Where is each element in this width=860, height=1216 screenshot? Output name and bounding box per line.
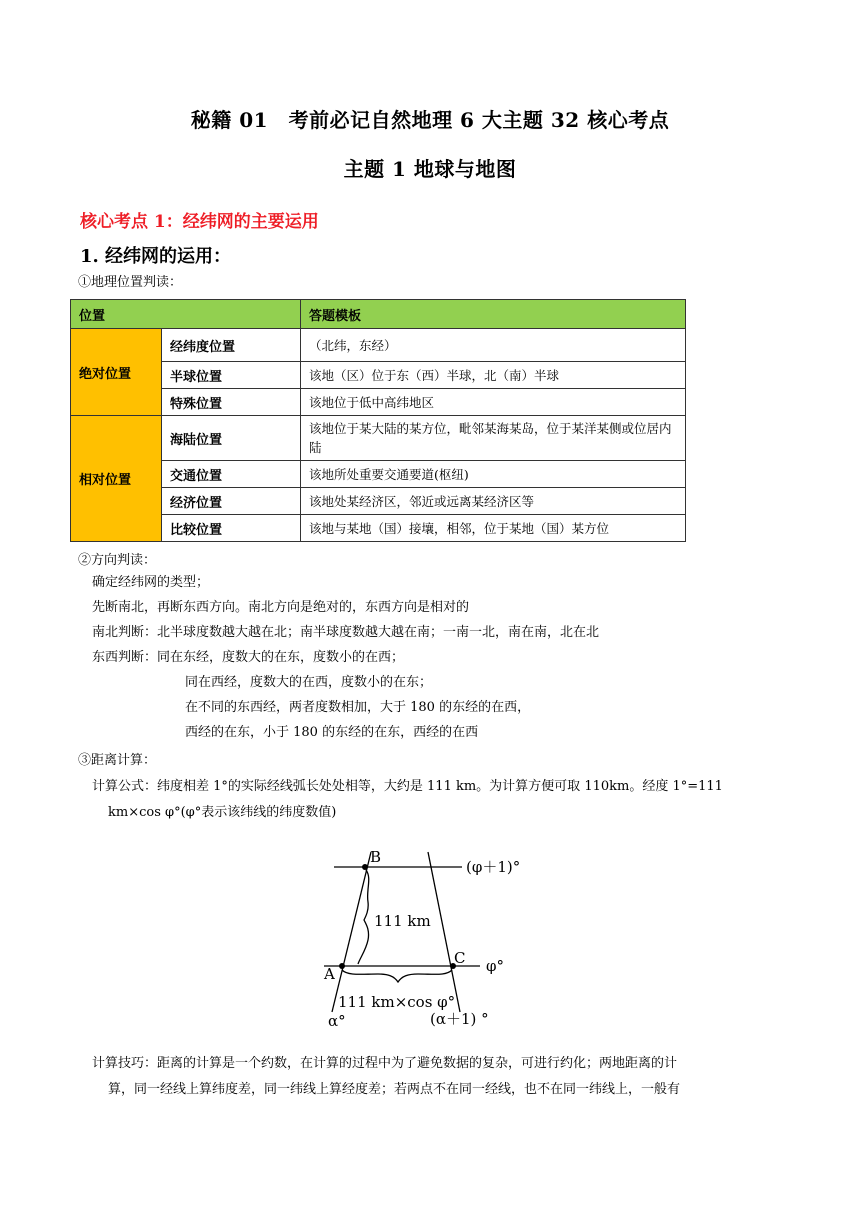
- direction-line: 东西判断：同在东经，度数大的在东，度数小的在西；: [92, 650, 405, 665]
- row-name: 半球位置: [162, 362, 301, 389]
- meridian-left-line: [332, 852, 371, 1012]
- ew-line: 在不同的东西经，两者度数相加，大于 180 的东经的在西，: [185, 700, 531, 715]
- formula-line: 计算公式：纬度相差 1°的实际经线弧长处处相等，大约是 111 km。为计算方便可取 110km。经度 1°=111: [92, 779, 723, 794]
- document-title: 秘籍 01 考前必记自然地理 6 大主题 32 核心考点: [190, 108, 670, 132]
- table-row: [71, 389, 686, 416]
- label-b: B: [370, 848, 382, 866]
- label-c: C: [454, 949, 466, 967]
- label-parallel-distance: 111 km×cos φ°: [338, 993, 456, 1011]
- point-b: [362, 864, 368, 870]
- meridian-right-line: [428, 852, 460, 1012]
- ew-text: [185, 670, 530, 745]
- row-template: 该地位于低中高纬地区: [301, 389, 686, 416]
- table-row: [71, 515, 686, 542]
- row-template: 该地（区）位于东（西）半球，北（南）半球: [301, 362, 686, 389]
- row-name: 经纬度位置: [162, 329, 301, 362]
- label-longitude-a: α°: [328, 1012, 346, 1030]
- document-subtitle: 主题 1 地球与地图: [343, 157, 517, 181]
- row-template: （北纬，东经）: [301, 329, 686, 362]
- item3-label: ③距离计算：: [78, 753, 157, 768]
- row-name: 交通位置: [162, 461, 301, 488]
- category-relative: 相对位置: [71, 416, 162, 542]
- table-header-row: [71, 300, 686, 329]
- row-name: 海陆位置: [162, 416, 301, 461]
- direction-line: 确定经纬网的类型；: [92, 575, 210, 590]
- label-top-latitude: (φ＋1)°: [466, 858, 521, 876]
- answer-template-table: [70, 299, 686, 542]
- table-row: [71, 488, 686, 515]
- row-name: 比较位置: [162, 515, 301, 542]
- direction-text: [92, 570, 599, 670]
- row-template: 该地所处重要交通要道(枢纽): [301, 461, 686, 488]
- direction-line: 南北判断：北半球度数越大越在北；南半球度数越大越在南；一南一北，南在南，北在北: [92, 625, 600, 640]
- point-a: [339, 963, 345, 969]
- ew-line: 西经的在东，小于 180 的东经的在东，西经的在西: [185, 725, 479, 740]
- table-row: [71, 461, 686, 488]
- row-name: 经济位置: [162, 488, 301, 515]
- header-position: 位置: [71, 300, 301, 329]
- subheading: 1. 经纬网的运用：: [80, 246, 232, 267]
- table-row: [71, 329, 686, 362]
- row-template: 该地处某经济区，邻近或远离某经济区等: [301, 488, 686, 515]
- section-heading: 核心考点 1：经纬网的主要运用: [80, 212, 319, 232]
- header-template: 答题模板: [301, 300, 686, 329]
- table-row: [71, 416, 686, 461]
- row-template: 该地与某地（国）接壤，相邻，位于某地（国）某方位: [301, 515, 686, 542]
- row-template: 该地位于某大陆的某方位，毗邻某海某岛，位于某洋某侧或位居内陆: [301, 416, 686, 461]
- category-absolute: 绝对位置: [71, 329, 162, 416]
- tips-line: 计算技巧：距离的计算是一个约数，在计算的过程中为了避免数据的复杂，可进行约化；两地距离的计: [92, 1056, 678, 1071]
- item2-label: ②方向判读：: [78, 553, 157, 568]
- table-row: [71, 362, 686, 389]
- label-longitude-b: (α＋1) °: [430, 1010, 489, 1028]
- ew-line: 同在西经，度数大的在西，度数小的在东；: [185, 675, 433, 690]
- latitude-distance-diagram: [318, 840, 548, 1032]
- label-a: A: [324, 965, 335, 983]
- label-latitude: φ°: [486, 957, 505, 975]
- direction-line: 先断南北，再断东西方向。南北方向是绝对的，东西方向是相对的: [92, 600, 470, 615]
- formula-line: km×cos φ°(φ°表示该纬线的纬度数值): [108, 805, 337, 820]
- row-name: 特殊位置: [162, 389, 301, 416]
- label-meridian-distance: 111 km: [374, 912, 431, 930]
- parallel-brace: [342, 970, 452, 982]
- tips-line: 算，同一经线上算纬度差，同一纬线上算经度差；若两点不在同一经线，也不在同一纬线上，一般有: [108, 1082, 681, 1097]
- item1-label: ①地理位置判读：: [78, 275, 183, 290]
